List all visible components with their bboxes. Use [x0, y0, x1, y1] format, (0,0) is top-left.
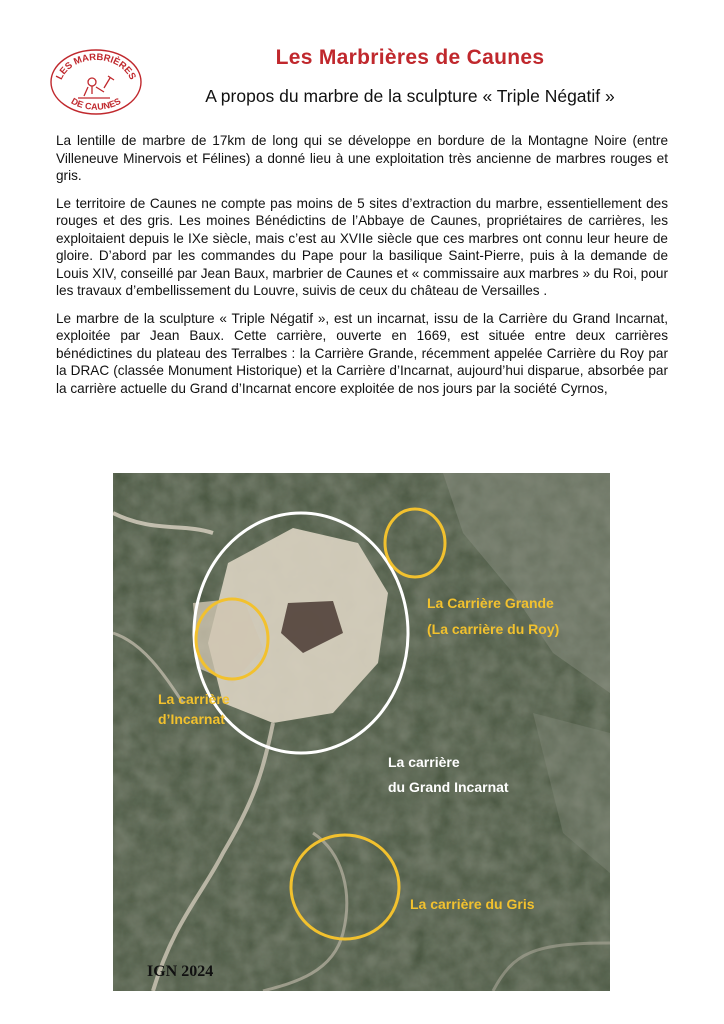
logo-text-top: LES MARBRIÈRES: [54, 51, 138, 82]
body-text: [56, 132, 668, 407]
label-grand-incarnat-line1: La carrière: [388, 754, 460, 770]
paragraph-3: Le marbre de la sculpture « Triple Négatif », est un incarnat, issu de la Carrière du Grand Incarnat, exploitée par Jean Baux. Cette carrière, ouverte en 1669, est située entre deux carrières bénédictines du plateau des Terralbes : la Carrière Grande, récemment appelée Carrière du Roy par la DRAC (classée Monument Historique) et la Carrière d’Incarnat, aujourd’hui disparue, absorbée par la carrière actuelle du Grand d’Incarnat encore exploitée de nos jours par la société Cyrnos,: [56, 310, 668, 396]
page-title: Les Marbrières de Caunes: [275, 46, 545, 69]
ign-credit: IGN 2024: [147, 963, 214, 980]
label-grand-incarnat-line2: du Grand Incarnat: [388, 779, 509, 795]
label-carriere-grande: La Carrière Grande: [427, 595, 554, 611]
page-subtitle: A propos du marbre de la sculpture « Triple Négatif »: [205, 86, 615, 106]
stonemason-icon: [78, 76, 114, 98]
label-carriere-du-roy: (La carrière du Roy): [427, 621, 560, 637]
aerial-photo: [113, 473, 610, 991]
logo-text-bottom: DE CAUNES: [69, 95, 123, 112]
paragraph-2: Le territoire de Caunes ne compte pas moins de 5 sites d’extraction du marbre, essentiellement des rouges et des gris. Les moines Bénédictins de l’Abbaye de Caunes, propriétaires de carrières, les exploitaient depuis le IXe siècle, mais c’est au XVIIe siècle que ces marbres ont connu leur heure de gloire. D’abord par les commandes du Pape pour la basilique Saint-Pierre, puis à la demande de Louis XIV, conseillé par Jean Baux, marbrier de Caunes et « commissaire aux marbres » du Roi, pour les travaux d’embellissement du Louvre, suivis de ceux du château de Versailles .: [56, 195, 668, 298]
label-carriere-incarnat-line1: La carrière: [158, 691, 230, 707]
label-carriere-gris: La carrière du Gris: [410, 896, 535, 912]
marbrieres-logo: [48, 48, 144, 116]
svg-text:LES MARBRIÈRES: [54, 52, 138, 82]
paragraph-1: La lentille de marbre de 17km de long qui se développe en bordure de la Montagne Noire (entre Villeneuve Minervois et Félines) a donné lieu à une exploitation très ancienne de marbres rouges et gris.: [56, 133, 668, 183]
label-carriere-incarnat-line2: d’Incarnat: [158, 711, 225, 727]
